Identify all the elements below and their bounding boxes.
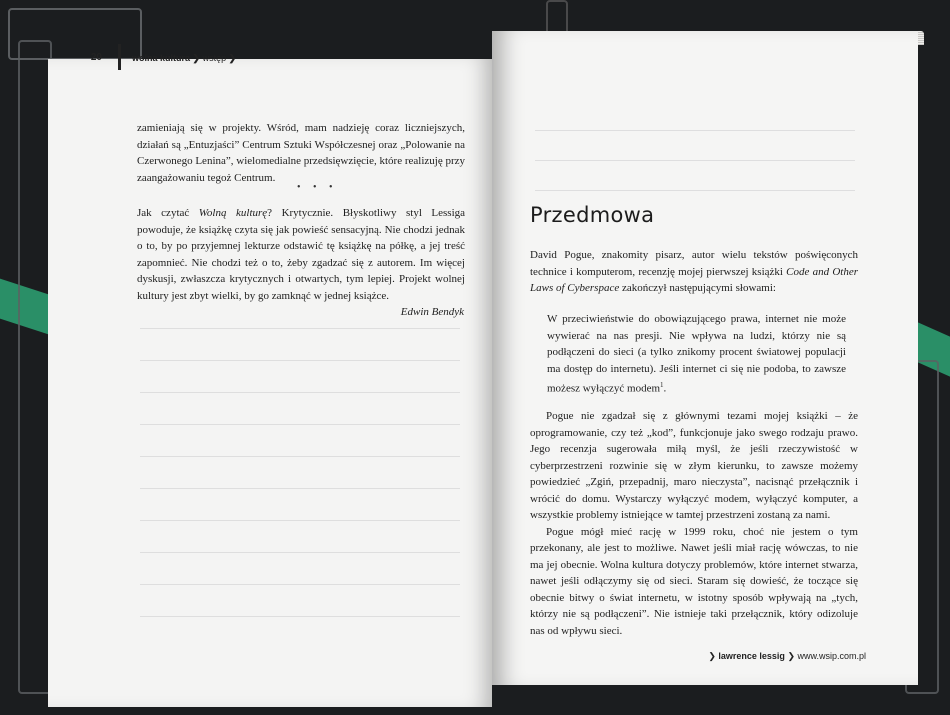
header-book-title: wolna kultura bbox=[132, 53, 191, 63]
page-number: 20 bbox=[90, 52, 102, 63]
footnote-marker: 1 bbox=[660, 381, 664, 389]
chapter-title: Przedmowa bbox=[530, 203, 655, 227]
book-title: Wolną kulturę bbox=[198, 207, 268, 219]
text-run: zakończył następującymi słowami: bbox=[619, 282, 776, 294]
paragraph bbox=[137, 205, 465, 304]
paragraph bbox=[530, 247, 858, 297]
footer-author: lawrence lessig bbox=[718, 651, 785, 661]
paragraph: zamieniają się w projekty. Wśród, mam nadzieję coraz liczniejszych, działań są „Entuzjaści” Centrum Sztuki Współczesnej oraz „Polowanie na Czerwonego Lenina”, wielomedialne przedsięwzięcie, które realizuję przy zaangażowaniu tegoż Centrum. bbox=[137, 122, 466, 184]
background-frame bbox=[18, 40, 52, 694]
header-section: wstęp bbox=[202, 53, 227, 63]
paragraph: Pogue mógł mieć rację w 1999 roku, choć nie jestem o tym przekonany, ale jest to możliwe. Nawet jeśli miał rację wówczas, to nie ma jej obecnie. Wolna kultura dotyczy problemów, które internet stwarza, nawet jeśli odłączymy się od sieci. Staram się dowieść, że toczące się obecnie bitwy o świat internetu, w istotny sposób wpływają na „tych, którzy nie są podłączeni”. Nie istnieje taki przełącznik, który odizoluje nas od wpływu sieci. bbox=[530, 525, 858, 637]
paragraph: Pogue nie zgadzał się z głównymi tezami mojej książki – że oprogramowanie, czy też „kod”, funkcjonuje jako swego rodzaju prawo. Jego recenzja sugerowała miłą myśl, że jeśli rzeczywistość w cyberprzestrzeni rozwinie się w złym kierunku, to zawsze możemy powiedzieć „Zgiń, przepadnij, maro nieczysta”, nacisnąć przełącznik i wrócić do domu. Wystarczy wyłączyć modem, wyłączyć komputer, a wszystkie problemy istniejące w tamtej przestrzeni zostaną za nami. bbox=[530, 410, 858, 521]
right-page-intro bbox=[530, 247, 858, 297]
breadcrumb bbox=[132, 53, 236, 64]
text-run: ? Krytycznie. Błyskotliwy styl Lessiga powoduje, że książkę czyta się jak powieść sensacyjną. Nie chodzi jednak o to, by po przyjemnej lekturze odstawić tę książkę na półkę, a jej treść zapomnieć. Nie chodzi też o to, żeby zgadzać się z autorem. Im więcej dyskusji, zwłaszcza krytycznych i otwartych, tym lepiej. Projekt wolnej kultury jest zbyt wielki, by go zamknąć w jednej książce. bbox=[137, 207, 466, 302]
quote-end: . bbox=[663, 382, 667, 395]
author-signature: Edwin Bendyk bbox=[400, 306, 464, 318]
chevron-right-icon: ❯ bbox=[784, 651, 798, 661]
chevron-right-icon: ❯ bbox=[228, 53, 237, 63]
left-page-body-2 bbox=[137, 205, 465, 304]
chevron-right-icon: ❯ bbox=[708, 651, 719, 661]
left-page-body bbox=[137, 120, 465, 186]
quote-text: W przeciwieństwie do obowiązującego prawa, internet nie może wywierać na nas presji. Nie wpływa na ludzi, którzy nie są podłączeni do sieci (a tylko znikomy procent światowej populacji ma dostęp do internetu). Jeśli internet ci się nie podoba, to zawsze możesz wyłączyć modem bbox=[547, 313, 846, 395]
footer-url: www.wsip.com.pl bbox=[797, 651, 866, 661]
header-rule bbox=[118, 44, 121, 70]
right-page-footer bbox=[690, 651, 866, 662]
right-page-body bbox=[530, 408, 858, 639]
book-title: Code and Other Laws of Cyberspace bbox=[530, 265, 858, 294]
section-separator: • • • bbox=[297, 182, 338, 193]
text-run: David Pogue, znakomity pisarz, autor wielu tekstów poświęconych technice i komputerom, recenzję mojej pierwszej książki bbox=[530, 249, 858, 278]
block-quote bbox=[547, 311, 846, 397]
chevron-right-icon: ❯ bbox=[192, 53, 203, 63]
text-run: Jak czytać bbox=[137, 207, 199, 219]
